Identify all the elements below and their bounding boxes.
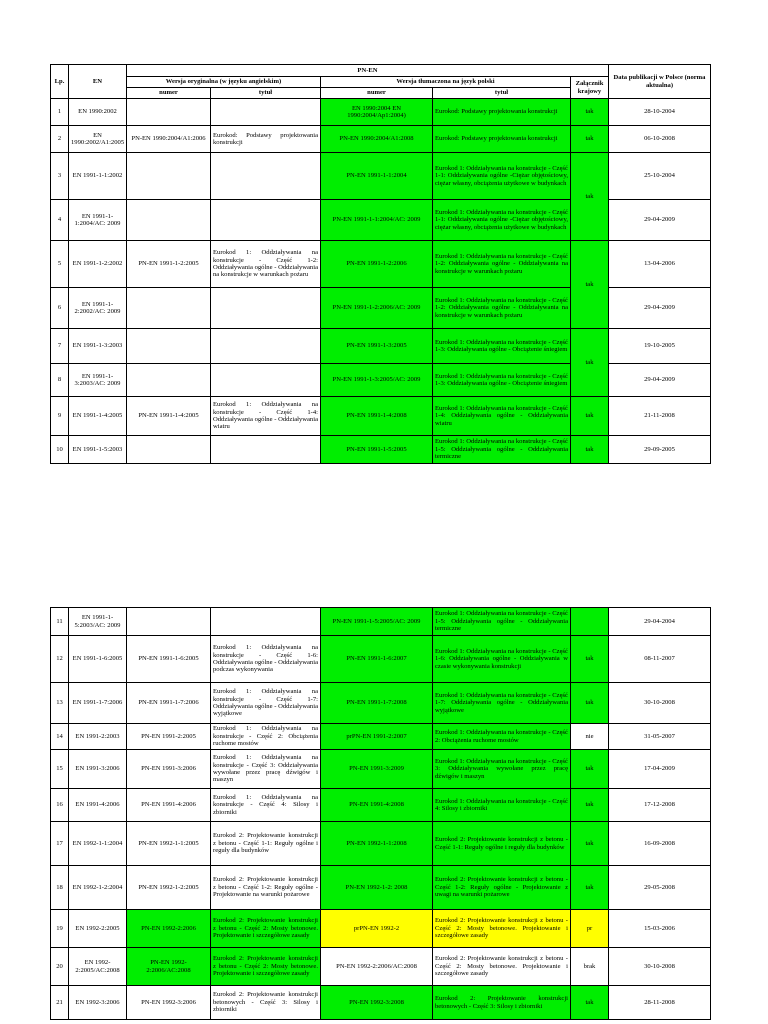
cell-en: EN 1991-4:2006 — [69, 789, 127, 822]
cell-zalacznik: tak — [571, 822, 609, 866]
standards-table-page1 — [50, 64, 711, 464]
cell-date: 08-11-2007 — [609, 636, 711, 683]
cell-pl-title: Eurokod 1: Oddziaływania na konstrukcje - Część 1-7: Oddziaływania ogólne - Oddziaływania wyjątkowe — [433, 683, 571, 724]
cell-lp: 2 — [51, 126, 69, 153]
cell-zalacznik: tak — [571, 636, 609, 683]
cell-en: EN 1990:2002 — [69, 99, 127, 126]
cell-orig-title — [211, 153, 321, 200]
cell-date: 06-10-2008 — [609, 126, 711, 153]
cell-pl-title: Eurokod 1: Oddziaływania na konstrukcje - Część 1-2: Oddziaływania ogólne - Oddziaływania na konstrukcje w warunkach pożaru — [433, 241, 571, 288]
cell-en: EN 1991-1-2:2002 — [69, 241, 127, 288]
cell-lp: 8 — [51, 364, 69, 397]
cell-orig-title: Eurokod 2: Projektowanie konstrukcji betonowych - Część 3: Silosy i zbiorniki — [211, 986, 321, 1020]
cell-zalacznik — [571, 608, 609, 636]
table-row — [51, 200, 711, 241]
cell-pl-num: PN-EN 1991-1-3:2005/AC: 2009 — [321, 364, 433, 397]
cell-pl-num: PN-EN 1991-1-1:2004 — [321, 153, 433, 200]
cell-orig-num — [127, 153, 211, 200]
table-row — [51, 397, 711, 436]
cell-en: EN 1991-1-1:2004/AC: 2009 — [69, 200, 127, 241]
cell-pl-num: PN-EN 1991-1-3:2005 — [321, 329, 433, 364]
cell-lp: 9 — [51, 397, 69, 436]
cell-en: EN 1991-1-7:2006 — [69, 683, 127, 724]
cell-orig-title: Eurokod 2: Projektowanie konstrukcji z betonu - Część 1-2: Reguły ogólne - Projektowanie na warunki pożarowe — [211, 866, 321, 910]
cell-en: EN 1991-3:2006 — [69, 750, 127, 789]
cell-pl-title: Eurokod: Podstawy projektowania konstrukcji — [433, 99, 571, 126]
cell-en: EN 1992-1-1:2004 — [69, 822, 127, 866]
cell-zalacznik: tak — [571, 866, 609, 910]
cell-pl-num: PN-EN 1991-1-6:2007 — [321, 636, 433, 683]
cell-date: 17-12-2008 — [609, 789, 711, 822]
cell-orig-title: Eurokod 1: Oddziaływania na konstrukcje - Część 3: Oddziaływania wywołane przez pracę dźwigów i maszyn — [211, 750, 321, 789]
cell-orig-title: Eurokod 1: Oddziaływania na konstrukcje - Część 1-4: Oddziaływania ogólne - Oddziaływania wiatru — [211, 397, 321, 436]
cell-orig-title: Eurokod 2: Projektowanie konstrukcji z betonu - Część 2: Mosty betonowe. Projektowanie i szczegółowe zasady — [211, 910, 321, 948]
table-row — [51, 986, 711, 1020]
cell-pl-num: prPN-EN 1992-2 — [321, 910, 433, 948]
cell-orig-num — [127, 329, 211, 364]
table-row — [51, 99, 711, 126]
cell-en: EN 1992-2:2005/AC:2008 — [69, 948, 127, 986]
cell-en: EN 1991-1-5:2003 — [69, 436, 127, 464]
cell-pl-title: Eurokod 2: Projektowanie konstrukcji z betonu - Część 2: Mosty betonowe. Projektowanie i szczegółowe zasady — [433, 948, 571, 986]
cell-orig-num: PN-EN 1992-2:2006/AC:2008 — [127, 948, 211, 986]
cell-orig-title — [211, 99, 321, 126]
cell-orig-num — [127, 364, 211, 397]
cell-zalacznik: nie — [571, 724, 609, 750]
cell-orig-title: Eurokod 1: Oddziaływania na konstrukcje - Część 1-6: Oddziaływania ogólne - Oddziaływania podczas wykonywania — [211, 636, 321, 683]
cell-orig-num: PN-EN 1992-3:2006 — [127, 986, 211, 1020]
cell-lp: 3 — [51, 153, 69, 200]
cell-lp: 14 — [51, 724, 69, 750]
cell-pl-title: Eurokod 1: Oddziaływania na konstrukcje - Część 2: Obciążenia ruchome mostów — [433, 724, 571, 750]
cell-lp: 13 — [51, 683, 69, 724]
cell-lp: 15 — [51, 750, 69, 789]
cell-date: 29-04-2004 — [609, 608, 711, 636]
cell-pl-title: Eurokod 1: Oddziaływania na konstrukcje - Część 1-5: Oddziaływania ogólne - Oddziaływania termiczne — [433, 608, 571, 636]
cell-orig-title — [211, 200, 321, 241]
cell-pl-num: PN-EN 1991-4:2008 — [321, 789, 433, 822]
cell-lp: 12 — [51, 636, 69, 683]
cell-pl-num: EN 1990:2004 EN 1990:2004/Ap1:2004) — [321, 99, 433, 126]
cell-pl-num: PN-EN 1992-1-1:2008 — [321, 822, 433, 866]
cell-en: EN 1992-1-2:2004 — [69, 866, 127, 910]
cell-date: 17-04-2009 — [609, 750, 711, 789]
cell-orig-title: Eurokod 2: Projektowanie konstrukcji z betonu - Część 1-1: Reguły ogólne i reguły dla budynków — [211, 822, 321, 866]
table-row — [51, 608, 711, 636]
header-lp: Lp. — [51, 65, 69, 99]
cell-en: EN 1991-1-1:2002 — [69, 153, 127, 200]
cell-orig-num: PN-EN 1991-3:2006 — [127, 750, 211, 789]
cell-zalacznik: tak — [571, 750, 609, 789]
header-numer: numer — [321, 88, 433, 99]
table-row — [51, 948, 711, 986]
header-zalacznik: Załącznik krajowy — [571, 77, 609, 99]
cell-pl-title: Eurokod 1: Oddziaływania na konstrukcje - Część 1-3: Oddziaływania ogólne - Obciążenie śniegiem — [433, 329, 571, 364]
table-row — [51, 724, 711, 750]
cell-zalacznik: tak — [571, 99, 609, 126]
cell-date: 21-11-2008 — [609, 397, 711, 436]
cell-pl-title: Eurokod 2: Projektowanie konstrukcji z betonu - Część 1-1: Reguły ogólne i reguły dla budynków — [433, 822, 571, 866]
cell-orig-num — [127, 288, 211, 329]
cell-lp: 21 — [51, 986, 69, 1020]
cell-date: 15-03-2006 — [609, 910, 711, 948]
cell-lp: 11 — [51, 608, 69, 636]
cell-pl-num: PN-EN 1991-1-2:2006/AC: 2009 — [321, 288, 433, 329]
cell-zalacznik: tak — [571, 683, 609, 724]
table-row — [51, 364, 711, 397]
cell-orig-num — [127, 436, 211, 464]
header-translated: Wersja tłumaczona na język polski — [321, 77, 571, 88]
cell-orig-num — [127, 99, 211, 126]
cell-orig-title: Eurokod 1: Oddziaływania na konstrukcje - Część 2: Obciążenia ruchome mostów — [211, 724, 321, 750]
cell-zalacznik: tak — [571, 153, 609, 241]
cell-orig-title — [211, 288, 321, 329]
cell-lp: 5 — [51, 241, 69, 288]
cell-orig-num: PN-EN 1990:2004/A1:2006 — [127, 126, 211, 153]
cell-orig-title — [211, 329, 321, 364]
cell-pl-title: Eurokod 1: Oddziaływania na konstrukcje - Część 1-4: Oddziaływania ogólne - Oddziaływania wiatru — [433, 397, 571, 436]
cell-date: 25-10-2004 — [609, 153, 711, 200]
table-row — [51, 153, 711, 200]
cell-pl-num: PN-EN 1991-1-2:2006 — [321, 241, 433, 288]
cell-en: EN 1991-1-4:2005 — [69, 397, 127, 436]
cell-pl-num: PN-EN 1991-1-7:2008 — [321, 683, 433, 724]
cell-orig-title: Eurokod 1: Oddziaływania na konstrukcje - Część 1-7: Oddziaływania ogólne - Oddziaływania wyjątkowe — [211, 683, 321, 724]
cell-zalacznik: tak — [571, 397, 609, 436]
cell-lp: 7 — [51, 329, 69, 364]
cell-orig-num: PN-EN 1991-2:2005 — [127, 724, 211, 750]
cell-date: 29-05-2008 — [609, 866, 711, 910]
table-row — [51, 241, 711, 288]
cell-date: 13-04-2006 — [609, 241, 711, 288]
cell-pl-num: PN-EN 1991-1-5:2005/AC: 2009 — [321, 608, 433, 636]
cell-date: 28-11-2008 — [609, 986, 711, 1020]
cell-en: EN 1991-1-6:2005 — [69, 636, 127, 683]
cell-pl-title: Eurokod 1: Oddziaływania na konstrukcje - Część 1-1: Oddziaływania ogólne -Ciężar objętościowy, ciężar własny, obciążenia użytkowe w budynkach — [433, 200, 571, 241]
cell-orig-num — [127, 200, 211, 241]
table-row — [51, 683, 711, 724]
cell-en: EN 1991-1-5:2003/AC: 2009 — [69, 608, 127, 636]
cell-lp: 18 — [51, 866, 69, 910]
header-pn-en: PN-EN — [127, 65, 609, 77]
cell-pl-title: Eurokod 1: Oddziaływania na konstrukcje - Część 4: Silosy i zbiorniki — [433, 789, 571, 822]
cell-pl-title: Eurokod 2: Projektowanie konstrukcji z betonu - Część 1-2: Reguły ogólne - Projektowanie z uwagi na warunki pożarowe — [433, 866, 571, 910]
cell-date: 31-05-2007 — [609, 724, 711, 750]
cell-date: 30-10-2008 — [609, 948, 711, 986]
cell-orig-title: Eurokod 2: Projektowanie konstrukcji z betonu - Część 2: Mosty betonowe. Projektowanie i szczegółowe zasady — [211, 948, 321, 986]
cell-pl-num: PN-EN 1990:2004/A1:2008 — [321, 126, 433, 153]
cell-pl-num: PN-EN 1991-3:2009 — [321, 750, 433, 789]
cell-date: 29-04-2009 — [609, 200, 711, 241]
cell-date: 19-10-2005 — [609, 329, 711, 364]
table-row — [51, 822, 711, 866]
cell-en: EN 1990:2002/A1:2005 — [69, 126, 127, 153]
cell-lp: 19 — [51, 910, 69, 948]
cell-pl-title: Eurokod 1: Oddziaływania na konstrukcje - Część 3: Oddziaływania wywołane przez pracę dźwigów i maszyn — [433, 750, 571, 789]
cell-orig-num: PN-EN 1991-1-6:2005 — [127, 636, 211, 683]
cell-orig-title — [211, 364, 321, 397]
header-tytul: tytuł — [211, 88, 321, 99]
table-row — [51, 750, 711, 789]
cell-zalacznik: tak — [571, 436, 609, 464]
cell-date: 28-10-2004 — [609, 99, 711, 126]
table-row — [51, 329, 711, 364]
cell-pl-title: Eurokod 1: Oddziaływania na konstrukcje - Część 1-5: Oddziaływania ogólne - Oddziaływania termiczne — [433, 436, 571, 464]
table-row — [51, 636, 711, 683]
cell-date: 30-10-2008 — [609, 683, 711, 724]
cell-pl-title: Eurokod 1: Oddziaływania na konstrukcje - Część 1-2: Oddziaływania ogólne - Oddziaływania na konstrukcje w warunkach pożaru — [433, 288, 571, 329]
cell-orig-num: PN-EN 1991-1-4:2005 — [127, 397, 211, 436]
cell-pl-title: Eurokod 1: Oddziaływania na konstrukcje - Część 1-6: Oddziaływania ogólne - Oddziaływania w czasie wykonywania konstrukcji — [433, 636, 571, 683]
cell-date: 29-04-2009 — [609, 288, 711, 329]
cell-orig-num: PN-EN 1992-1-1:2005 — [127, 822, 211, 866]
cell-orig-num: PN-EN 1991-1-2:2005 — [127, 241, 211, 288]
cell-orig-num: PN-EN 1991-4:2006 — [127, 789, 211, 822]
cell-lp: 17 — [51, 822, 69, 866]
table-row — [51, 126, 711, 153]
cell-date: 29-09-2005 — [609, 436, 711, 464]
cell-orig-title — [211, 436, 321, 464]
cell-orig-title: Eurokod 1: Oddziaływania na konstrukcje - Część 1-2: Oddziaływania ogólne - Oddziaływania na konstrukcje w warunkach pożaru — [211, 241, 321, 288]
cell-zalacznik: tak — [571, 789, 609, 822]
cell-pl-title: Eurokod 2: Projektowanie konstrukcji betonowych - Część 3: Silosy i zbiorniki — [433, 986, 571, 1020]
standards-table-page2 — [50, 607, 711, 1020]
cell-en: EN 1992-3:2006 — [69, 986, 127, 1020]
cell-orig-title — [211, 608, 321, 636]
header-original: Wersja oryginalna (w języku angielskim) — [127, 77, 321, 88]
cell-orig-num — [127, 608, 211, 636]
cell-zalacznik: pr — [571, 910, 609, 948]
cell-lp: 16 — [51, 789, 69, 822]
table-row — [51, 789, 711, 822]
cell-date: 16-09-2008 — [609, 822, 711, 866]
header-en: EN — [69, 65, 127, 99]
cell-orig-num: PN-EN 1992-1-2:2005 — [127, 866, 211, 910]
table-row — [51, 288, 711, 329]
cell-lp: 1 — [51, 99, 69, 126]
cell-en: EN 1991-1-3:2003 — [69, 329, 127, 364]
cell-pl-num: PN-EN 1992-3:2008 — [321, 986, 433, 1020]
cell-lp: 6 — [51, 288, 69, 329]
cell-pl-num: PN-EN 1991-1-1:2004/AC: 2009 — [321, 200, 433, 241]
table-row — [51, 866, 711, 910]
cell-zalacznik: tak — [571, 986, 609, 1020]
cell-orig-title: Eurokod 1: Oddziaływania na konstrukcje - Część 4: Silosy i zbiorniki — [211, 789, 321, 822]
table-row — [51, 910, 711, 948]
cell-pl-num: prPN-EN 1991-2:2007 — [321, 724, 433, 750]
header-tytul: tytuł — [433, 88, 571, 99]
cell-orig-num: PN-EN 1991-1-7:2006 — [127, 683, 211, 724]
cell-orig-title: Eurokod: Podstawy projektowania konstrukcji — [211, 126, 321, 153]
cell-orig-num: PN-EN 1992-2:2006 — [127, 910, 211, 948]
cell-lp: 20 — [51, 948, 69, 986]
table-row — [51, 436, 711, 464]
cell-date: 29-04-2009 — [609, 364, 711, 397]
cell-en: EN 1992-2:2005 — [69, 910, 127, 948]
cell-pl-num: PN-EN 1992-2:2006/AC:2008 — [321, 948, 433, 986]
cell-en: EN 1991-1-2:2002/AC: 2009 — [69, 288, 127, 329]
cell-pl-title: Eurokod: Podstawy projektowania konstrukcji — [433, 126, 571, 153]
cell-zalacznik: tak — [571, 126, 609, 153]
cell-pl-num: PN-EN 1991-1-5:2005 — [321, 436, 433, 464]
cell-pl-num: PN-EN 1992-1-2: 2008 — [321, 866, 433, 910]
cell-en: EN 1991-2:2003 — [69, 724, 127, 750]
header-date: Data publikacji w Polsce (norma aktualna) — [609, 65, 711, 99]
cell-pl-title: Eurokod 1: Oddziaływania na konstrukcje - Część 1-3: Oddziaływania ogólne - Obciążenie śniegiem — [433, 364, 571, 397]
cell-zalacznik: tak — [571, 241, 609, 329]
cell-lp: 10 — [51, 436, 69, 464]
cell-pl-title: Eurokod 1: Oddziaływania na konstrukcje - Część 1-1: Oddziaływania ogólne -Ciężar objętościowy, ciężar własny, obciążenia użytkowe w budynkach — [433, 153, 571, 200]
cell-zalacznik: tak — [571, 329, 609, 397]
cell-pl-title: Eurokod 2: Projektowanie konstrukcji z betonu - Część 2: Mosty betonowe. Projektowanie i szczegółowe zasady — [433, 910, 571, 948]
cell-pl-num: PN-EN 1991-1-4:2008 — [321, 397, 433, 436]
cell-zalacznik: brak — [571, 948, 609, 986]
cell-en: EN 1991-1-3:2003/AC: 2009 — [69, 364, 127, 397]
header-numer: numer — [127, 88, 211, 99]
cell-lp: 4 — [51, 200, 69, 241]
